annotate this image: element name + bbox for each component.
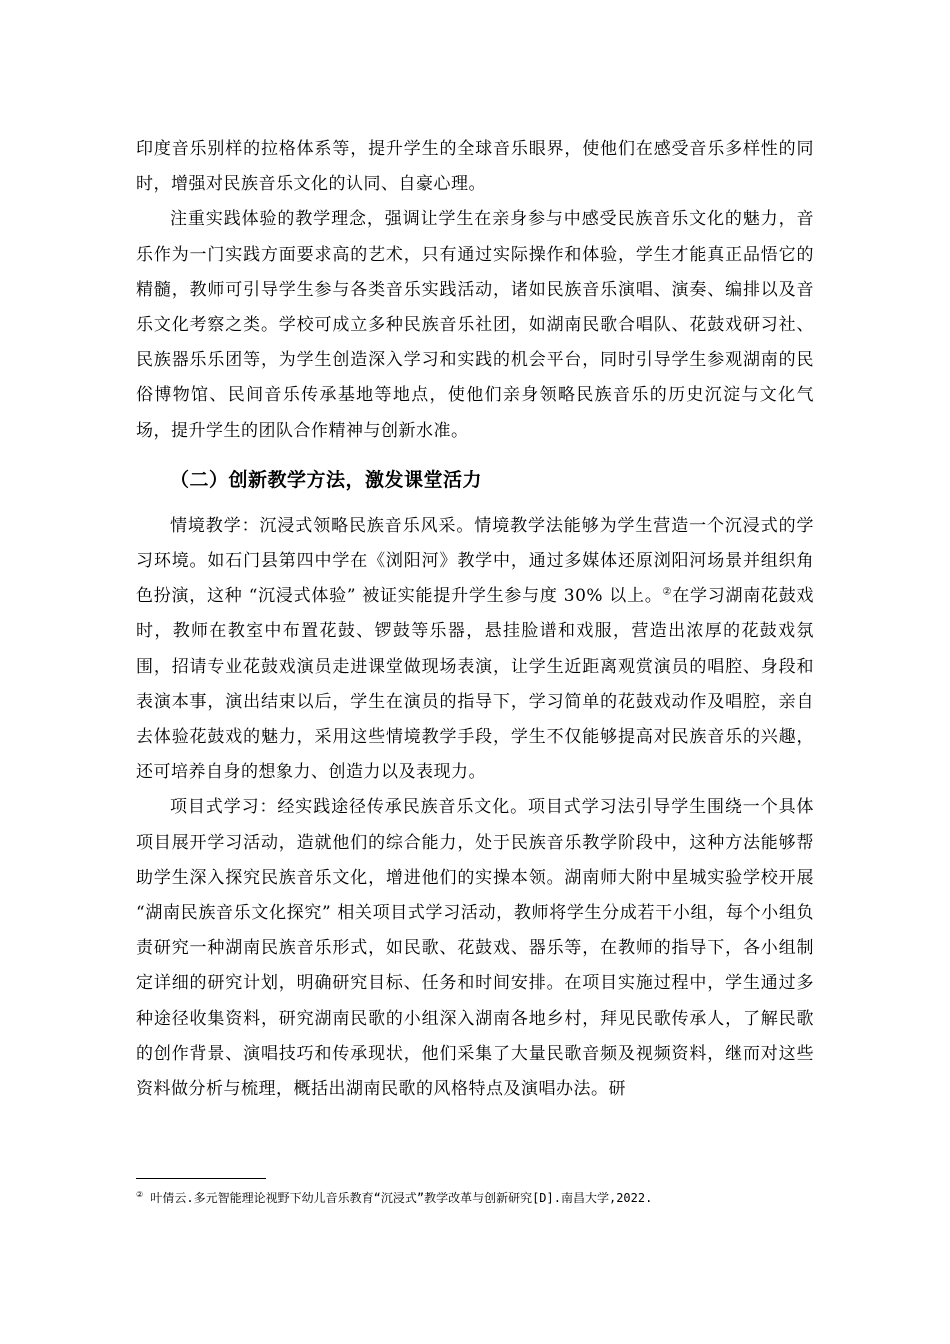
paragraph-text-before-note: 情境教学：沉浸式领略民族音乐风采。情境教学法能够为学生营造一个沉浸式的学习环境。如石门县第四中学在《浏阳河》教学中，通过多媒体还原浏阳河场景并组织角色扮演，这种 “沉浸式体验” 被证实能提升学生参与度 30% 以上。 bbox=[136, 515, 814, 607]
paragraph-text-after-note: 在学习湖南花鼓戏时，教师在教室中布置花鼓、锣鼓等乐器，悬挂脸谱和戏服，营造出浓厚的花鼓戏氛围，招请专业花鼓戏演员走进课堂做现场表演，让学生近距离观赏演员的唱腔、身段和表演本事，演出结束以后，学生在演员的指导下，学习简单的花鼓戏动作及唱腔，亲自去体验花鼓戏的魅力，采用这些情境教学手段，学生不仅能够提高对民族音乐的兴趣，还可培养自身的想象力、创造力以及表现力。 bbox=[136, 586, 815, 783]
footnote-separator bbox=[136, 1178, 266, 1179]
paragraph-situational-teaching bbox=[136, 509, 814, 791]
footnote-reference-mark[interactable]: ② bbox=[662, 586, 673, 598]
footnote-text: 叶倩云.多元智能理论视野下幼儿音乐教育“沉浸式”教学改革与创新研究[D].南昌大学,2022. bbox=[150, 1191, 653, 1205]
footnote bbox=[136, 1190, 816, 1206]
footnote-mark: ② bbox=[136, 1190, 144, 1199]
paragraph-continued: 印度音乐别样的拉格体系等，提升学生的全球音乐眼界，使他们在感受音乐多样性的同时，增强对民族音乐文化的认同、自豪心理。 bbox=[136, 139, 814, 195]
section-heading: （二）创新教学方法，激发课堂活力 bbox=[170, 468, 483, 491]
paragraph-practice-experience: 注重实践体验的教学理念，强调让学生在亲身参与中感受民族音乐文化的魅力，音乐作为一门实践方面要求高的艺术，只有通过实际操作和体验，学生才能真正品悟它的精髓，教师可引导学生参与各类音乐实践活动，诸如民族音乐演唱、演奏、编排以及音乐文化考察之类。学校可成立多种民族音乐社团，如湖南民歌合唱队、花鼓戏研习社、民族器乐乐团等，为学生创造深入学习和实践的机会平台，同时引导学生参观湖南的民俗博物馆、民间音乐传承基地等地点，使他们亲身领略民族音乐的历史沉淀与文化气场，提升学生的团队合作精神与创新水准。 bbox=[136, 209, 814, 441]
paragraph-project-learning: 项目式学习：经实践途径传承民族音乐文化。项目式学习法引导学生围绕一个具体项目展开学习活动，造就他们的综合能力，处于民族音乐教学阶段中，这种方法能够帮助学生深入探究民族音乐文化，增进他们的实操本领。湖南师大附中星城实验学校开展 “湖南民族音乐文化探究” 相关项目式学习活动，教师将学生分成若干小组，每个小组负责研究一种湖南民族音乐形式，如民歌、花鼓戏、器乐等，在教师的指导下，各小组制定详细的研究计划，明确研究目标、任务和时间安排。在项目实施过程中，学生通过多种途径收集资料，研究湖南民歌的小组深入湖南各地乡村，拜见民歌传承人，了解民歌的创作背景、演唱技巧和传承现状，他们采集了大量民歌音频及视频资料，继而对这些资料做分析与梳理，概括出湖南民歌的风格特点及演唱办法。研 bbox=[136, 797, 814, 1100]
body-text bbox=[136, 132, 814, 1107]
